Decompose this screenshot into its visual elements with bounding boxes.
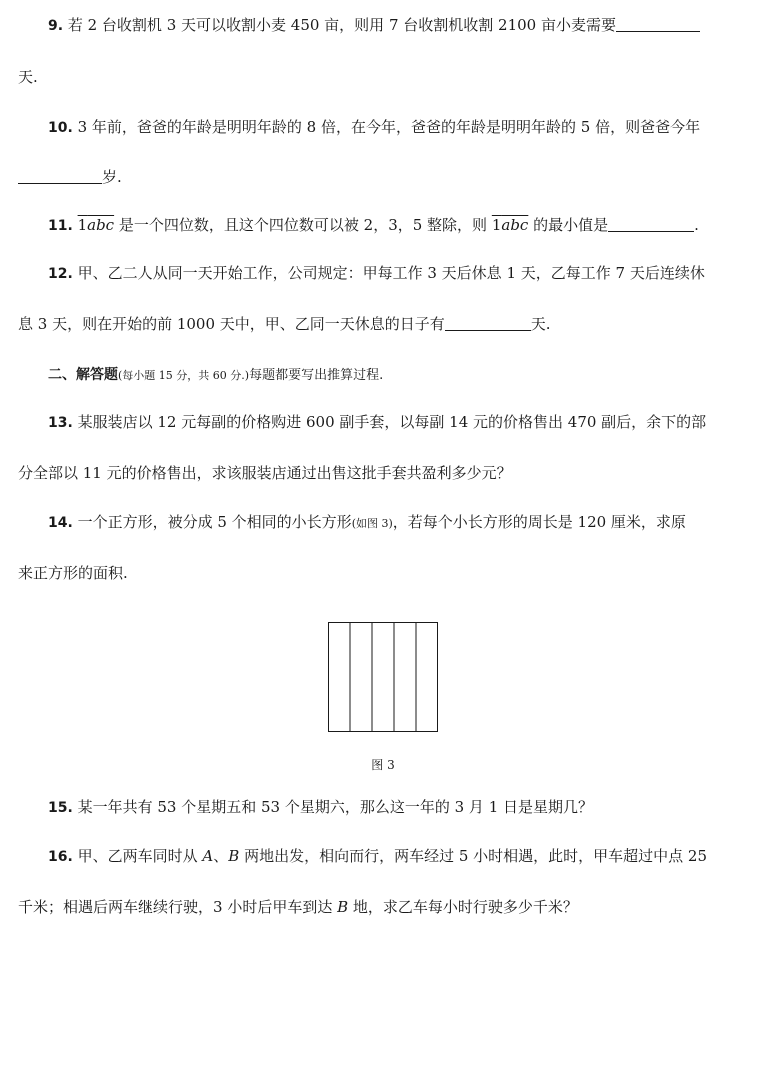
point-b-label: B [337, 898, 349, 916]
question-text: 一个正方形，被分成 5 个相同的小长方形 [77, 513, 352, 531]
question-text: 3 年前，爸爸的年龄是明明年龄的 8 倍，在今年，爸爸的年龄是明明年龄的 5 倍，则爸爸今年 [77, 118, 701, 136]
question-10-line-2 [18, 166, 766, 188]
four-digit-number [492, 216, 529, 234]
question-15-line-1 [48, 796, 766, 819]
question-text: 天. [530, 315, 551, 333]
question-text: 来正方形的面积. [18, 564, 128, 582]
question-text: 息 3 天，则在开始的前 1000 天中，甲、乙同一天休息的日子有 [18, 315, 445, 333]
digit-letters: abc [501, 216, 529, 234]
question-13-line-2 [18, 462, 766, 484]
answer-blank [608, 215, 694, 232]
answer-blank [616, 15, 700, 32]
question-text: . [694, 216, 699, 234]
digit-letters: abc [87, 216, 115, 234]
question-14-line-1 [48, 511, 766, 535]
figure-caption: 图 3 [371, 758, 395, 772]
question-text: 岁. [102, 168, 122, 186]
question-number: 16. [48, 849, 73, 865]
point-b-label: B [228, 847, 240, 865]
question-9-line-1 [48, 14, 758, 37]
question-number: 10. [48, 120, 73, 136]
question-10-line-1 [48, 116, 766, 139]
section-note: (每小题 15 分，共 60 分.) [118, 369, 250, 382]
question-12-line-2 [18, 313, 766, 335]
outer-square [329, 623, 438, 732]
point-a-label: A [202, 847, 214, 865]
separator: 、 [213, 847, 229, 865]
section-header [48, 363, 766, 387]
question-11-line-1 [48, 214, 766, 237]
question-text: 甲、乙两车同时从 [77, 847, 198, 865]
question-text: 千米；相遇后两车继续行驶，3 小时后甲车到达 [18, 898, 333, 916]
figure-reference: (如图 3) [351, 517, 393, 530]
question-number: 15. [48, 800, 73, 816]
question-number: 11. [48, 218, 73, 234]
section-instruction: 每题都要写出推算过程. [249, 368, 384, 383]
question-text: 某一年共有 53 个星期五和 53 个星期六，那么这一年的 3 月 1 日是星期几？ [77, 798, 594, 816]
section-title: 二、解答题 [48, 367, 118, 383]
question-text: 某服装店以 12 元每副的价格购进 600 副手套，以每副 14 元的价格售出 470 副后，余下的部 [77, 413, 707, 431]
question-16-line-1 [48, 845, 766, 868]
question-text: 的最小值是 [533, 216, 609, 234]
answer-blank [18, 167, 102, 184]
answer-blank [445, 314, 531, 331]
question-number: 9. [48, 18, 64, 34]
question-text: 甲、乙二人从同一天开始工作，公司规定：甲每工作 3 天后休息 1 天，乙每工作 7 天后连续休 [77, 264, 705, 282]
figure-3-square-diagram [328, 622, 438, 732]
question-9-line-2 [18, 66, 766, 88]
question-text: 天. [18, 68, 38, 86]
question-14-line-2 [18, 562, 766, 584]
question-text: 是一个四位数，且这个四位数可以被 2，3，5 整除，则 [118, 216, 488, 234]
question-number: 13. [48, 415, 73, 431]
digit-one: 1 [491, 216, 502, 234]
question-text: ，若每个小长方形的周长是 120 厘米，求原 [392, 513, 686, 531]
question-text: 地，求乙车每小时行驶多少千米？ [352, 898, 578, 916]
question-text: 若 2 台收割机 3 天可以收割小麦 450 亩，则用 7 台收割机收割 2100 亩小麦需要 [67, 16, 616, 34]
question-16-line-2 [18, 896, 766, 918]
question-number: 14. [48, 515, 73, 531]
question-text: 分全部以 11 元的价格售出，求该服装店通过出售这批手套共盈利多少元？ [18, 464, 512, 482]
question-number: 12. [48, 266, 73, 282]
four-digit-number [78, 216, 115, 234]
digit-one: 1 [77, 216, 88, 234]
question-text: 两地出发，相向而行，两车经过 5 小时相遇，此时，甲车超过中点 25 [244, 847, 708, 865]
question-12-line-1 [48, 262, 766, 285]
question-13-line-1 [48, 411, 766, 434]
